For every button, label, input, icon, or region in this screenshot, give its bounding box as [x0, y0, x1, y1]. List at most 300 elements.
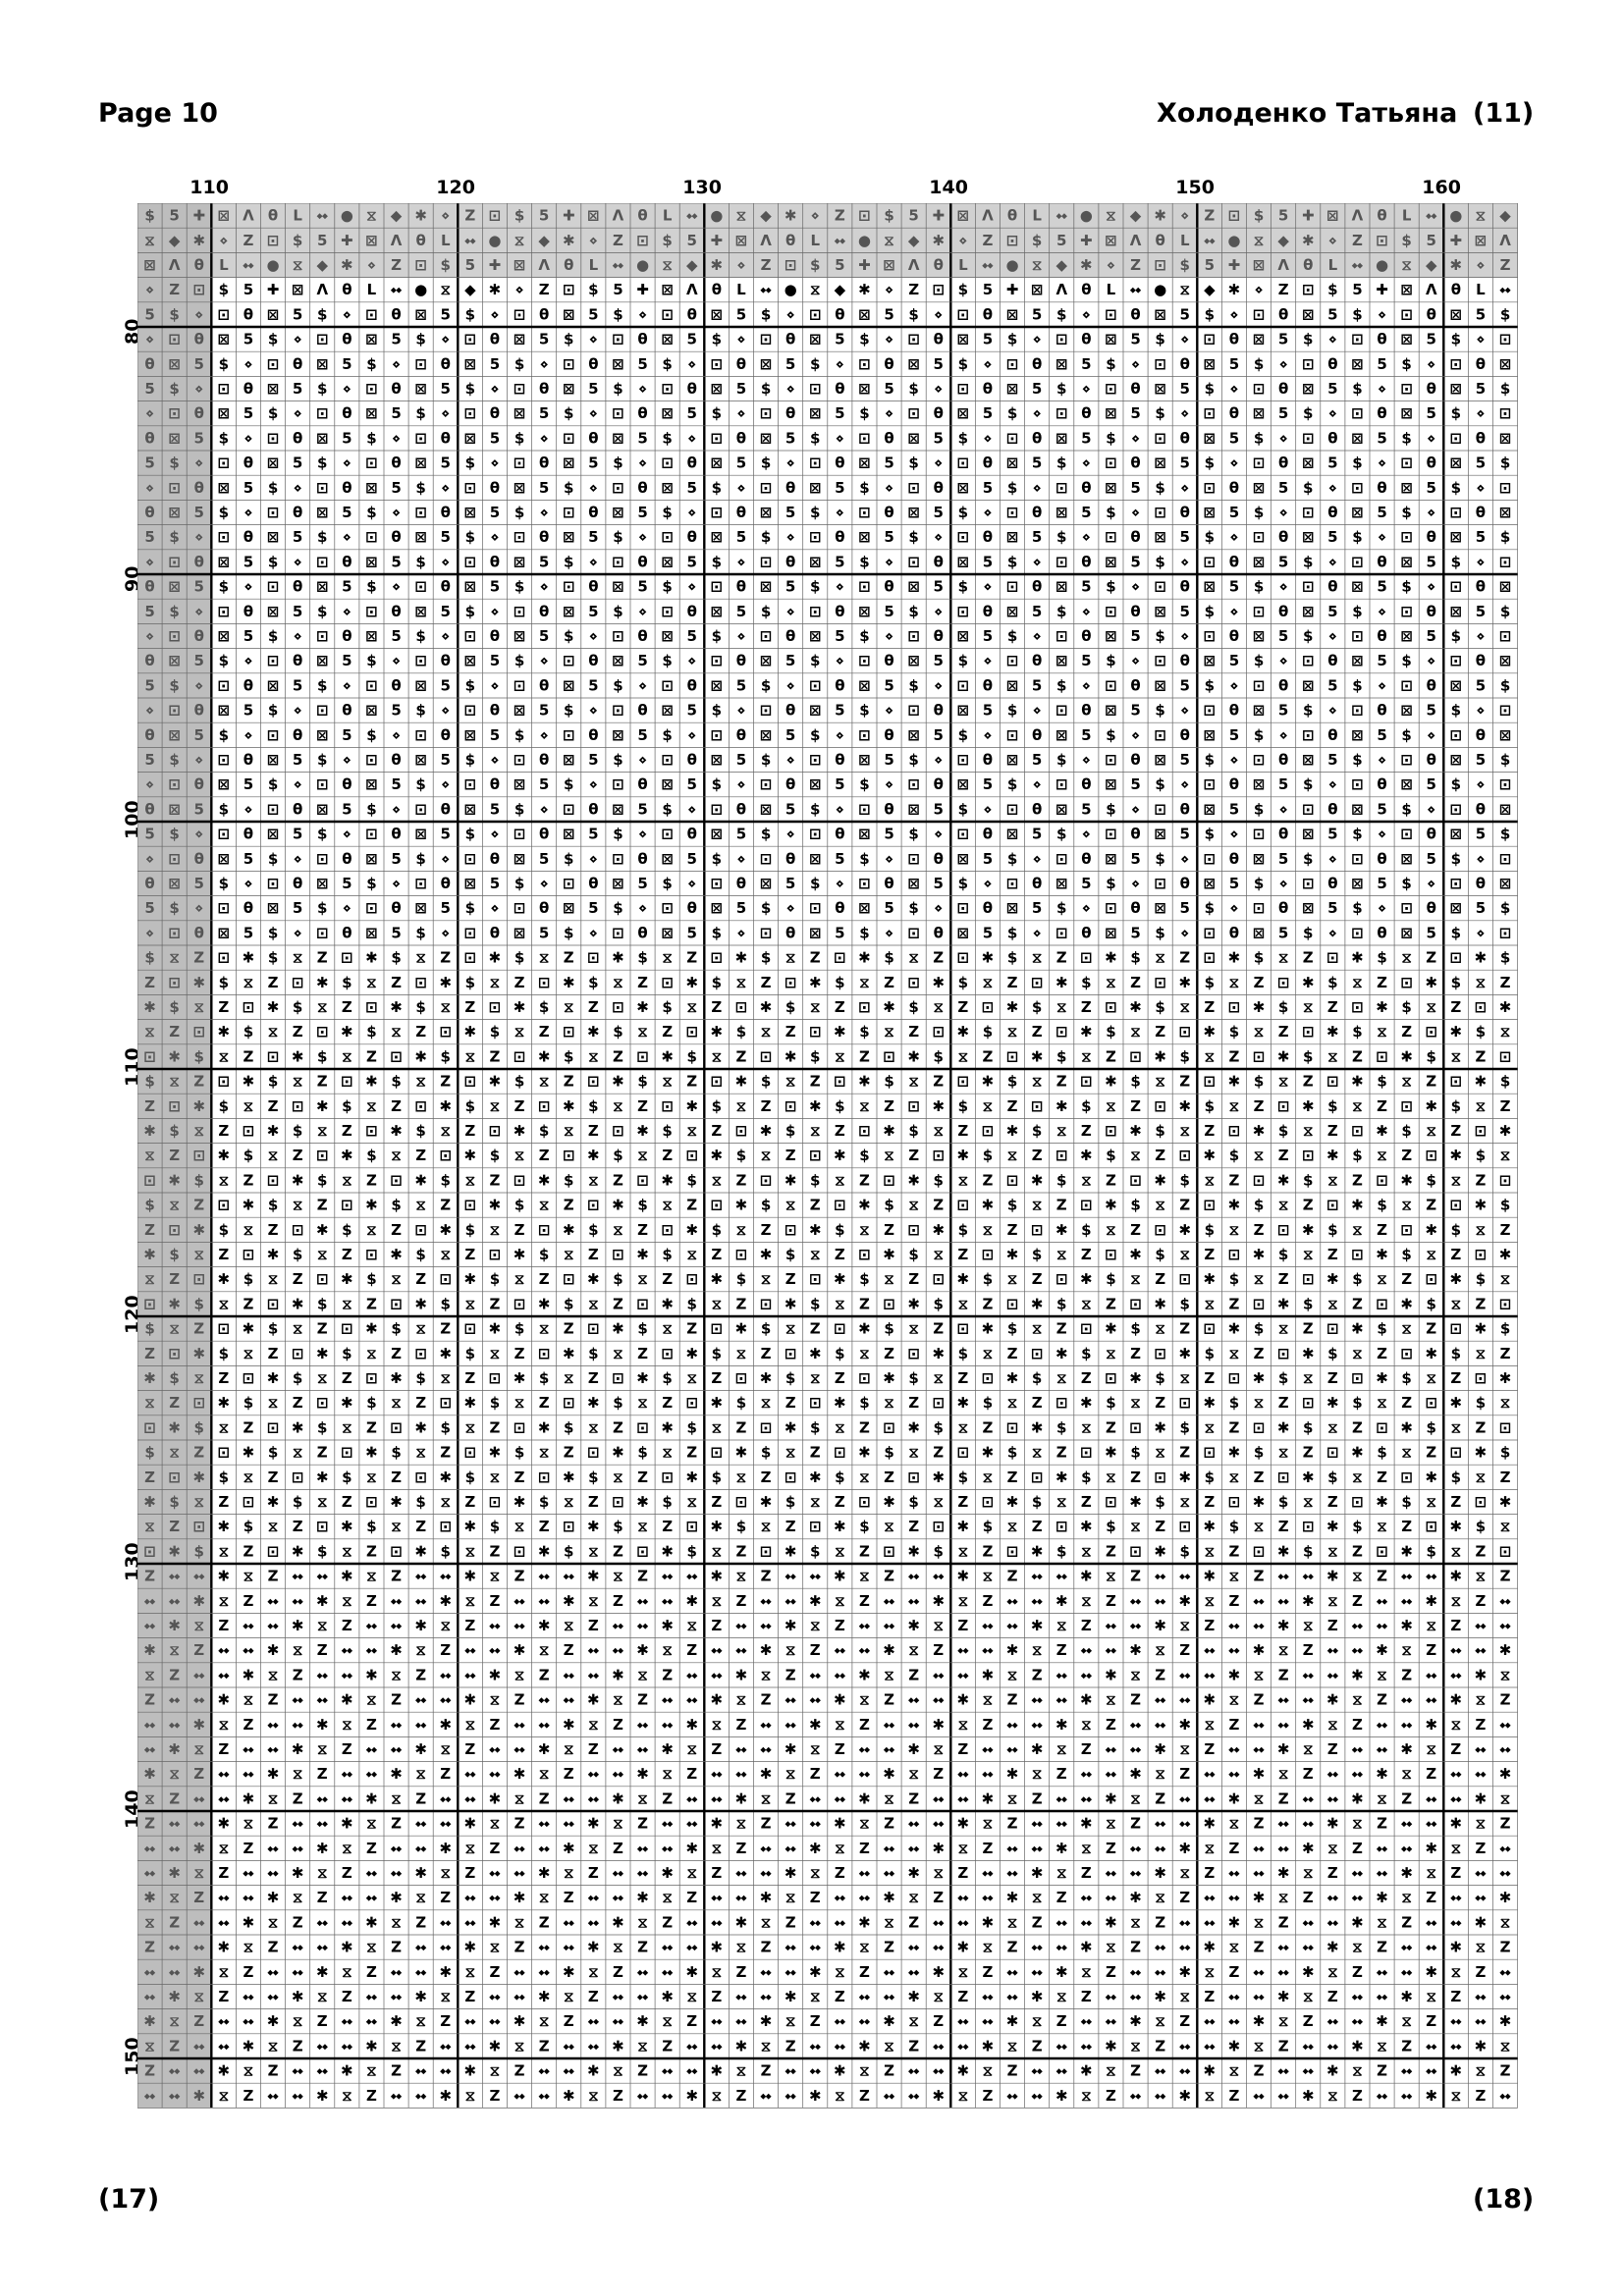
svg-text:Z: Z	[464, 998, 475, 1016]
svg-text:⊡: ⊡	[365, 826, 378, 843]
svg-text:✱: ✱	[1277, 1988, 1290, 2005]
svg-text:✱: ✱	[1154, 1864, 1166, 1882]
svg-text:⊡: ⊡	[341, 949, 353, 967]
svg-text:Z: Z	[1377, 974, 1387, 991]
svg-text:✱: ✱	[168, 1171, 181, 1189]
svg-text:✱: ✱	[316, 1345, 329, 1362]
svg-text:⊡: ⊡	[365, 380, 378, 398]
svg-text:⊠: ⊠	[1302, 380, 1315, 398]
svg-text:✱: ✱	[809, 1592, 822, 1610]
svg-text:Z: Z	[564, 949, 574, 967]
svg-text:$: $	[1303, 479, 1313, 497]
svg-text:Z: Z	[464, 1740, 475, 1758]
svg-text:$: $	[613, 603, 622, 620]
svg-text:✱: ✱	[1154, 1740, 1166, 1758]
svg-text:⧖: ⧖	[1401, 1765, 1412, 1783]
svg-text:⧖: ⧖	[1278, 1444, 1289, 1462]
svg-text:✱: ✱	[1129, 1641, 1142, 1659]
svg-text:✱: ✱	[390, 1369, 403, 1387]
svg-text:✱: ✱	[1006, 2012, 1019, 2030]
svg-text:Z: Z	[957, 1988, 968, 2005]
svg-text:⊡: ⊡	[809, 1270, 822, 1288]
svg-text:5: 5	[934, 652, 944, 669]
svg-text:⧖: ⧖	[859, 1939, 870, 1956]
svg-text:⬩⬩: ⬩⬩	[1277, 1815, 1289, 1833]
svg-text:✱: ✱	[932, 1592, 945, 1610]
svg-text:θ: θ	[342, 850, 352, 868]
svg-text:⋄: ⋄	[490, 454, 499, 472]
svg-text:$: $	[1451, 1097, 1461, 1115]
svg-text:Z: Z	[686, 949, 697, 967]
svg-text:⊠: ⊠	[760, 504, 773, 521]
svg-text:Z: Z	[564, 1320, 574, 1338]
svg-text:⋄: ⋄	[367, 256, 376, 274]
svg-text:⬩⬩: ⬩⬩	[1203, 2012, 1215, 2030]
svg-text:⧖: ⧖	[686, 1493, 697, 1511]
svg-text:⬩⬩: ⬩⬩	[1449, 1666, 1461, 1683]
svg-text:⋄: ⋄	[1254, 281, 1263, 298]
svg-text:$: $	[1254, 652, 1264, 669]
svg-text:$: $	[1476, 1147, 1486, 1164]
svg-text:⧖: ⧖	[1500, 1023, 1511, 1041]
svg-text:✱: ✱	[439, 1840, 452, 1857]
svg-text:⋄: ⋄	[1278, 652, 1287, 669]
svg-text:⧖: ⧖	[1426, 1864, 1436, 1882]
svg-text:⧖: ⧖	[564, 1617, 574, 1634]
svg-text:⊡: ⊡	[514, 1171, 526, 1189]
svg-text:✱: ✱	[365, 1320, 378, 1338]
svg-text:⬩⬩: ⬩⬩	[514, 1988, 525, 2005]
svg-text:⊠: ⊠	[414, 899, 427, 917]
row-axis-label: 130	[122, 1542, 143, 1581]
svg-text:⬩⬩: ⬩⬩	[1031, 1815, 1043, 1833]
svg-text:θ: θ	[391, 826, 401, 843]
svg-text:⧖: ⧖	[219, 1295, 230, 1312]
svg-text:L: L	[219, 256, 229, 274]
svg-text:θ: θ	[983, 454, 993, 472]
svg-text:$: $	[415, 404, 425, 422]
svg-text:⧖: ⧖	[1155, 1320, 1165, 1338]
svg-text:$: $	[1007, 1197, 1017, 1214]
svg-text:Z: Z	[785, 1666, 796, 1683]
svg-text:$: $	[613, 1394, 622, 1412]
svg-text:5: 5	[293, 826, 302, 843]
svg-text:✱: ✱	[1376, 1641, 1388, 1659]
svg-text:⧖: ⧖	[1451, 1592, 1462, 1610]
svg-text:⧖: ⧖	[465, 1716, 476, 1734]
svg-text:⊠: ⊠	[1204, 429, 1217, 447]
svg-text:⧖: ⧖	[1106, 1221, 1116, 1239]
svg-text:Z: Z	[1229, 1592, 1240, 1610]
svg-text:Z: Z	[761, 1568, 772, 1585]
svg-text:$: $	[662, 1493, 672, 1511]
svg-text:⧖: ⧖	[564, 1988, 574, 2005]
svg-text:●: ●	[414, 281, 427, 298]
svg-text:⊡: ⊡	[1228, 1493, 1241, 1511]
svg-text:Z: Z	[810, 1073, 821, 1091]
svg-text:$: $	[613, 1518, 622, 1535]
svg-text:✱: ✱	[1204, 1147, 1217, 1164]
svg-text:⊡: ⊡	[760, 627, 773, 645]
svg-text:θ: θ	[490, 850, 500, 868]
svg-text:$: $	[1155, 553, 1164, 570]
svg-text:⬩⬩: ⬩⬩	[168, 1815, 180, 1833]
svg-text:5: 5	[342, 504, 352, 521]
svg-text:⬩⬩: ⬩⬩	[1499, 1840, 1511, 1857]
svg-text:θ: θ	[1180, 429, 1190, 447]
svg-text:Z: Z	[564, 1197, 574, 1214]
svg-text:$: $	[1401, 1246, 1411, 1263]
svg-text:Z: Z	[1401, 1394, 1412, 1412]
svg-text:⬩⬩: ⬩⬩	[858, 1988, 870, 2005]
svg-text:θ: θ	[441, 578, 451, 596]
svg-text:✱: ✱	[834, 1939, 846, 1956]
svg-text:5: 5	[342, 800, 352, 818]
svg-text:⧖: ⧖	[859, 1345, 870, 1362]
svg-text:⬩⬩: ⬩⬩	[907, 1840, 919, 1857]
svg-text:Z: Z	[1352, 1047, 1363, 1065]
svg-text:⋄: ⋄	[1032, 553, 1041, 570]
svg-text:⊡: ⊡	[636, 1542, 649, 1560]
svg-text:⊡: ⊡	[1204, 553, 1217, 570]
svg-text:✱: ✱	[1450, 1147, 1463, 1164]
svg-text:✱: ✱	[192, 974, 205, 991]
svg-text:Z: Z	[415, 1394, 426, 1412]
svg-text:$: $	[1278, 1122, 1288, 1140]
svg-text:$: $	[934, 1171, 944, 1189]
svg-text:Z: Z	[835, 1617, 845, 1634]
svg-text:⬩⬩: ⬩⬩	[710, 1666, 722, 1683]
svg-text:⋄: ⋄	[243, 429, 252, 447]
svg-text:θ: θ	[1427, 380, 1436, 398]
svg-text:θ: θ	[736, 875, 746, 892]
svg-text:Z: Z	[539, 281, 550, 298]
svg-text:5: 5	[983, 553, 993, 570]
svg-text:Z: Z	[1476, 1963, 1487, 1981]
svg-text:⊡: ⊡	[563, 1147, 575, 1164]
svg-text:⧖: ⧖	[366, 974, 377, 991]
svg-text:⬩⬩: ⬩⬩	[463, 1765, 475, 1783]
svg-text:⊠: ⊠	[1450, 899, 1463, 917]
svg-text:⧖: ⧖	[144, 1394, 155, 1412]
svg-text:⊡: ⊡	[711, 1320, 724, 1338]
svg-text:⬩⬩: ⬩⬩	[883, 1988, 894, 2005]
svg-text:⊡: ⊡	[1450, 578, 1463, 596]
svg-text:θ: θ	[934, 702, 944, 720]
svg-text:θ: θ	[1032, 726, 1042, 744]
svg-text:⧖: ⧖	[1007, 1023, 1018, 1041]
svg-text:⬩⬩: ⬩⬩	[932, 1939, 944, 1956]
svg-text:⬩⬩: ⬩⬩	[439, 1691, 451, 1709]
svg-text:⊠: ⊠	[1499, 355, 1512, 373]
svg-text:5: 5	[785, 800, 795, 818]
svg-text:L: L	[810, 232, 820, 249]
svg-text:$: $	[169, 1246, 179, 1263]
svg-text:Z: Z	[490, 1840, 501, 1857]
svg-text:θ: θ	[243, 603, 253, 620]
svg-text:Z: Z	[1352, 1542, 1363, 1560]
svg-text:⧖: ⧖	[514, 1394, 525, 1412]
svg-text:5: 5	[736, 603, 746, 620]
svg-text:⧖: ⧖	[1401, 256, 1412, 274]
svg-text:✱: ✱	[1204, 1023, 1217, 1041]
svg-text:Z: Z	[1500, 1097, 1511, 1115]
svg-text:⬩⬩: ⬩⬩	[316, 2062, 328, 2080]
svg-text:Z: Z	[564, 1765, 574, 1783]
svg-text:θ: θ	[1081, 479, 1091, 497]
svg-text:Z: Z	[785, 1789, 796, 1807]
svg-text:◆: ◆	[1055, 256, 1067, 274]
svg-text:⊠: ⊠	[711, 603, 724, 620]
svg-text:✱: ✱	[192, 1345, 205, 1362]
svg-text:⊡: ⊡	[1105, 751, 1117, 769]
svg-text:⊡: ⊡	[1302, 504, 1315, 521]
svg-text:L: L	[1180, 232, 1190, 249]
svg-text:✱: ✱	[982, 1073, 995, 1091]
svg-text:⊡: ⊡	[1450, 726, 1463, 744]
svg-text:5: 5	[884, 603, 893, 620]
svg-text:θ: θ	[934, 256, 944, 274]
svg-text:Z: Z	[662, 1270, 673, 1288]
svg-text:⊡: ⊡	[218, 899, 231, 917]
svg-text:✱: ✱	[1302, 1963, 1315, 1981]
svg-text:θ: θ	[539, 603, 549, 620]
svg-text:5: 5	[687, 331, 697, 348]
svg-text:⧖: ⧖	[1303, 1122, 1314, 1140]
svg-text:Z: Z	[464, 1246, 475, 1263]
svg-text:⬩⬩: ⬩⬩	[563, 1666, 574, 1683]
svg-text:Z: Z	[1056, 2012, 1067, 2030]
svg-text:$: $	[268, 702, 278, 720]
svg-text:⧖: ⧖	[1352, 974, 1363, 991]
svg-text:⊡: ⊡	[316, 1270, 329, 1288]
svg-text:Z: Z	[1500, 256, 1511, 274]
svg-text:Z: Z	[662, 1394, 673, 1412]
svg-text:Z: Z	[1377, 1468, 1387, 1486]
svg-text:⬩⬩: ⬩⬩	[1178, 1691, 1190, 1709]
svg-text:$: $	[268, 404, 278, 422]
svg-text:Z: Z	[1130, 256, 1141, 274]
svg-text:⊡: ⊡	[1006, 1542, 1019, 1560]
svg-text:✱: ✱	[143, 1369, 156, 1387]
svg-text:⊡: ⊡	[267, 504, 280, 521]
svg-text:⋄: ⋄	[145, 331, 154, 348]
svg-text:$: $	[514, 652, 524, 669]
svg-text:Z: Z	[637, 1691, 648, 1709]
svg-text:⊠: ⊠	[1400, 331, 1413, 348]
svg-text:5: 5	[1130, 702, 1140, 720]
svg-text:Z: Z	[613, 1171, 623, 1189]
svg-text:5: 5	[490, 726, 500, 744]
svg-text:⬩⬩: ⬩⬩	[1006, 1988, 1018, 2005]
svg-text:⋄: ⋄	[194, 454, 203, 472]
svg-text:$: $	[1401, 1122, 1411, 1140]
svg-text:⧖: ⧖	[465, 1047, 476, 1065]
svg-text:⊡: ⊡	[168, 850, 181, 868]
svg-text:θ: θ	[983, 676, 993, 694]
svg-text:Z: Z	[637, 1568, 648, 1585]
svg-text:⧖: ⧖	[268, 1023, 279, 1041]
svg-text:Ʌ: Ʌ	[982, 207, 994, 225]
svg-text:✱: ✱	[1080, 1568, 1093, 1585]
svg-text:⬩⬩: ⬩⬩	[1228, 2012, 1240, 2030]
svg-text:⋄: ⋄	[392, 578, 401, 596]
svg-text:⬩⬩: ⬩⬩	[1499, 1592, 1511, 1610]
svg-text:⊡: ⊡	[538, 1468, 551, 1486]
svg-text:$: $	[1377, 1073, 1386, 1091]
svg-text:Z: Z	[293, 1518, 303, 1535]
svg-text:θ: θ	[1032, 875, 1042, 892]
svg-text:⬩⬩: ⬩⬩	[1425, 1815, 1436, 1833]
svg-text:⊡: ⊡	[612, 1369, 624, 1387]
svg-text:⊠: ⊠	[1400, 281, 1413, 298]
svg-text:⧖: ⧖	[662, 1641, 673, 1659]
svg-text:Z: Z	[835, 1988, 845, 2005]
svg-text:✱: ✱	[439, 1221, 452, 1239]
svg-text:θ: θ	[293, 429, 302, 447]
svg-text:$: $	[1229, 1023, 1239, 1041]
svg-text:Z: Z	[785, 1270, 796, 1288]
svg-text:✱: ✱	[1475, 1073, 1488, 1091]
svg-text:⋄: ⋄	[885, 331, 893, 348]
svg-text:⧖: ⧖	[1106, 1815, 1116, 1833]
svg-text:✱: ✱	[982, 1913, 995, 1931]
svg-text:✱: ✱	[1204, 1568, 1217, 1585]
svg-text:⬩⬩: ⬩⬩	[710, 1765, 722, 1783]
svg-text:$: $	[1229, 1270, 1239, 1288]
svg-text:Z: Z	[736, 1171, 747, 1189]
svg-text:⬩⬩: ⬩⬩	[982, 1617, 994, 1634]
svg-text:θ: θ	[539, 528, 549, 546]
svg-text:✱: ✱	[514, 1122, 526, 1140]
svg-text:✱: ✱	[514, 2012, 526, 2030]
svg-text:$: $	[934, 1418, 944, 1436]
svg-text:$: $	[884, 1073, 893, 1091]
svg-text:⧖: ⧖	[169, 1444, 180, 1462]
svg-text:5: 5	[1180, 826, 1190, 843]
svg-text:5: 5	[934, 800, 944, 818]
svg-text:$: $	[1056, 1418, 1066, 1436]
svg-text:⋄: ⋄	[785, 751, 794, 769]
svg-text:Z: Z	[440, 1073, 451, 1091]
svg-text:⊡: ⊡	[267, 355, 280, 373]
svg-text:⋄: ⋄	[219, 232, 228, 249]
svg-text:⋄: ⋄	[343, 826, 352, 843]
svg-text:Z: Z	[1204, 1122, 1215, 1140]
svg-text:⋄: ⋄	[194, 751, 203, 769]
svg-text:⧖: ⧖	[293, 1765, 303, 1783]
svg-text:$: $	[1155, 850, 1164, 868]
svg-text:⬩⬩: ⬩⬩	[414, 1963, 426, 1981]
svg-text:✱: ✱	[1277, 1171, 1290, 1189]
svg-text:✱: ✱	[168, 1617, 181, 1634]
svg-text:Z: Z	[1081, 1246, 1092, 1263]
svg-text:⊡: ⊡	[1400, 454, 1413, 472]
svg-text:⊠: ⊠	[365, 775, 378, 793]
svg-text:Z: Z	[293, 1789, 303, 1807]
svg-text:Z: Z	[711, 1617, 722, 1634]
svg-text:⋄: ⋄	[392, 429, 401, 447]
svg-text:⋄: ⋄	[1229, 528, 1238, 546]
svg-text:5: 5	[1081, 578, 1091, 596]
svg-text:⊠: ⊠	[414, 751, 427, 769]
svg-text:⬩⬩: ⬩⬩	[143, 1963, 155, 1981]
svg-text:Z: Z	[514, 1345, 525, 1362]
svg-text:✱: ✱	[1253, 1493, 1266, 1511]
svg-text:⧖: ⧖	[1377, 1147, 1387, 1164]
svg-text:$: $	[1081, 1097, 1091, 1115]
svg-text:Z: Z	[1179, 2012, 1190, 2030]
svg-text:⊡: ⊡	[267, 652, 280, 669]
svg-text:5: 5	[983, 281, 993, 298]
svg-text:✱: ✱	[587, 1518, 600, 1535]
svg-text:⧖: ⧖	[1229, 1568, 1240, 1585]
svg-text:5: 5	[588, 676, 598, 694]
svg-text:⧖: ⧖	[1155, 1765, 1165, 1783]
svg-text:$: $	[1401, 800, 1411, 818]
svg-text:⧖: ⧖	[712, 1418, 723, 1436]
svg-text:✱: ✱	[1425, 1716, 1437, 1734]
svg-text:✱: ✱	[168, 1740, 181, 1758]
svg-text:⊡: ⊡	[760, 1295, 773, 1312]
svg-text:⧖: ⧖	[293, 1073, 303, 1091]
svg-text:⋄: ⋄	[687, 355, 696, 373]
svg-text:$: $	[564, 553, 573, 570]
svg-text:⧖: ⧖	[564, 1369, 574, 1387]
svg-text:⧖: ⧖	[539, 1444, 550, 1462]
svg-text:⊡: ⊡	[834, 1320, 846, 1338]
svg-text:⊡: ⊡	[858, 504, 871, 521]
svg-text:$: $	[1007, 479, 1017, 497]
svg-text:⧖: ⧖	[144, 1023, 155, 1041]
svg-text:5: 5	[983, 627, 993, 645]
svg-text:⊠: ⊠	[267, 380, 280, 398]
svg-text:Z: Z	[859, 1716, 870, 1734]
svg-text:Z: Z	[835, 1493, 845, 1511]
svg-text:⧖: ⧖	[1401, 1889, 1412, 1906]
svg-text:5: 5	[785, 355, 795, 373]
svg-text:θ: θ	[243, 676, 253, 694]
svg-text:✱: ✱	[1080, 2062, 1093, 2080]
svg-text:$: $	[662, 429, 672, 447]
svg-text:$: $	[712, 924, 722, 941]
svg-text:5: 5	[687, 924, 697, 941]
svg-text:✱: ✱	[1129, 1493, 1142, 1511]
svg-text:L: L	[1032, 207, 1042, 225]
svg-text:✱: ✱	[760, 1641, 773, 1659]
svg-text:✱: ✱	[1425, 974, 1437, 991]
svg-text:Z: Z	[1476, 1295, 1487, 1312]
svg-text:⬩⬩: ⬩⬩	[1475, 1864, 1487, 1882]
svg-text:⊡: ⊡	[1376, 1047, 1388, 1065]
svg-text:$: $	[219, 281, 229, 298]
svg-text:⋄: ⋄	[392, 504, 401, 521]
svg-text:Z: Z	[588, 998, 599, 1016]
svg-text:⧖: ⧖	[958, 1592, 969, 1610]
svg-text:⋄: ⋄	[1082, 603, 1091, 620]
svg-text:⬩⬩: ⬩⬩	[341, 2012, 352, 2030]
svg-text:⧖: ⧖	[1426, 998, 1436, 1016]
svg-text:⬩⬩: ⬩⬩	[316, 1913, 328, 1931]
svg-text:✱: ✱	[760, 2012, 773, 2030]
svg-text:$: $	[1500, 454, 1510, 472]
svg-text:θ: θ	[1278, 603, 1288, 620]
svg-text:✱: ✱	[932, 2087, 945, 2105]
svg-text:✱: ✱	[1475, 1444, 1488, 1462]
svg-text:Z: Z	[144, 1568, 155, 1585]
svg-text:⋄: ⋄	[145, 924, 154, 941]
svg-text:Z: Z	[1500, 1815, 1511, 1833]
